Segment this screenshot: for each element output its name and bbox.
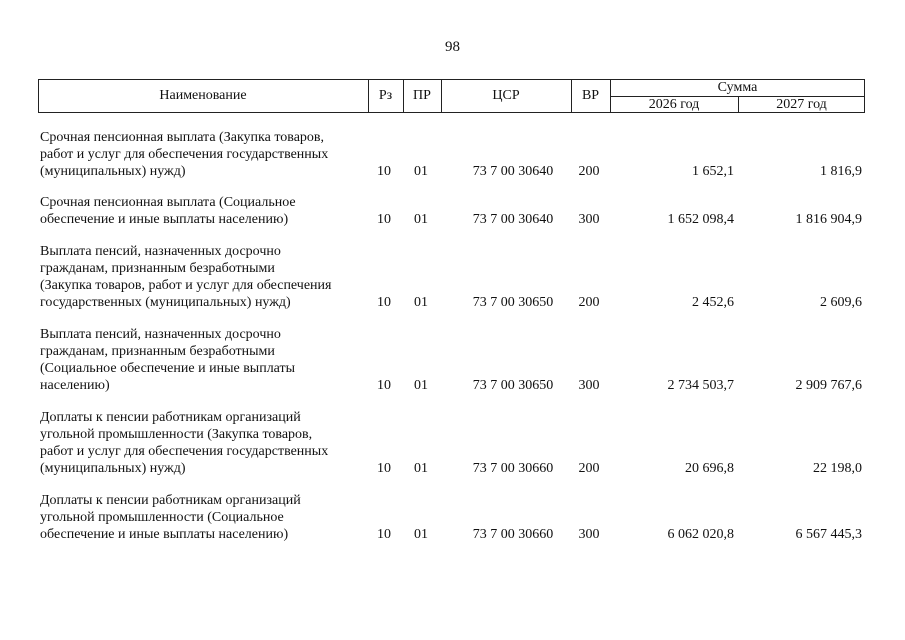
- row-name-line: гражданам, признанным безработными: [40, 261, 275, 276]
- row-sum-2027: 2 909 767,6: [795, 378, 862, 393]
- row-name-line: населению): [40, 378, 110, 393]
- row-name: [38, 129, 358, 180]
- row-name-line: угольной промышленности (Закупка товаров,: [40, 427, 313, 442]
- row-name-line: обеспечение и иные выплаты населению): [40, 212, 289, 227]
- header-pr: ПР: [413, 88, 431, 103]
- header-csr: ЦСР: [492, 88, 520, 103]
- row-name-line: Выплата пенсий, назначенных досрочно: [40, 327, 281, 342]
- row-name-line: работ и услуг для обеспечения государственных: [40, 444, 329, 459]
- row-sum-2026: 2 734 503,7: [667, 378, 734, 393]
- row-name: [38, 194, 358, 228]
- row-name: [38, 409, 358, 477]
- row-rz: 10: [377, 527, 391, 542]
- table-row: [38, 326, 865, 394]
- row-pr: 01: [414, 378, 428, 393]
- row-sum-2026: 1 652 098,4: [667, 212, 734, 227]
- row-name-line: Выплата пенсий, назначенных досрочно: [40, 244, 281, 259]
- row-pr: 01: [414, 461, 428, 476]
- row-name-line: угольной промышленности (Социальное: [40, 510, 284, 525]
- row-csr: 73 7 00 30650: [472, 295, 554, 310]
- row-vr: 300: [578, 378, 600, 393]
- table-body: [38, 129, 865, 543]
- table-row: [38, 194, 865, 228]
- row-name-line: (муниципальных) нужд): [40, 164, 186, 179]
- row-csr: 73 7 00 30640: [472, 212, 554, 227]
- header-year-2026: 2026 год: [648, 96, 700, 112]
- row-name-line: гражданам, признанным безработными: [40, 344, 275, 359]
- row-name-line: Доплаты к пенсии работникам организаций: [40, 493, 301, 508]
- row-csr: 73 7 00 30660: [472, 527, 554, 542]
- row-name-line: Срочная пенсионная выплата (Социальное: [40, 195, 296, 210]
- row-vr: 300: [578, 527, 600, 542]
- row-vr: 200: [578, 295, 600, 310]
- row-rz: 10: [377, 295, 391, 310]
- row-vr: 200: [578, 164, 600, 179]
- row-sum-2027: 6 567 445,3: [795, 527, 862, 542]
- table-row: [38, 243, 865, 311]
- header-name: Наименование: [159, 88, 247, 103]
- row-rz: 10: [377, 461, 391, 476]
- row-sum-2026: 20 696,8: [685, 461, 734, 476]
- row-name-line: Доплаты к пенсии работникам организаций: [40, 410, 301, 425]
- row-csr: 73 7 00 30650: [472, 378, 554, 393]
- row-rz: 10: [377, 378, 391, 393]
- row-rz: 10: [377, 212, 391, 227]
- row-name-line: (муниципальных) нужд): [40, 461, 186, 476]
- row-sum-2027: 2 609,6: [820, 295, 862, 310]
- row-csr: 73 7 00 30660: [472, 461, 554, 476]
- row-name-line: (Социальное обеспечение и иные выплаты: [40, 361, 296, 376]
- row-sum-2026: 2 452,6: [692, 295, 734, 310]
- row-pr: 01: [414, 212, 428, 227]
- row-name-line: государственных (муниципальных) нужд): [40, 295, 291, 310]
- row-vr: 200: [578, 461, 600, 476]
- header-sum: Сумма: [717, 79, 758, 95]
- row-csr: 73 7 00 30640: [472, 164, 554, 179]
- table-row: [38, 129, 865, 180]
- row-pr: 01: [414, 295, 428, 310]
- header-vr: ВР: [581, 88, 600, 103]
- row-name-line: Срочная пенсионная выплата (Закупка товаров,: [40, 130, 325, 145]
- table-row: [38, 409, 865, 477]
- table-row: [38, 492, 865, 543]
- row-sum-2026: 6 062 020,8: [667, 527, 734, 542]
- page-number: 98: [445, 39, 460, 55]
- row-sum-2027: 22 198,0: [813, 461, 862, 476]
- header-year-2027: 2027 год: [776, 96, 827, 112]
- row-vr: 300: [578, 212, 600, 227]
- row-name: [38, 492, 358, 543]
- row-sum-2026: 1 652,1: [692, 164, 734, 179]
- row-name-line: (Закупка товаров, работ и услуг для обеспечения: [40, 278, 332, 293]
- row-name: [38, 243, 358, 311]
- header-rz: Рз: [378, 88, 393, 103]
- row-pr: 01: [414, 527, 428, 542]
- row-rz: 10: [377, 164, 391, 179]
- row-name: [38, 326, 358, 394]
- row-name-line: обеспечение и иные выплаты населению): [40, 527, 289, 542]
- row-sum-2027: 1 816,9: [820, 164, 862, 179]
- row-name-line: работ и услуг для обеспечения государственных: [40, 147, 329, 162]
- table-header: [38, 79, 865, 113]
- row-sum-2027: 1 816 904,9: [795, 212, 862, 227]
- row-pr: 01: [414, 164, 428, 179]
